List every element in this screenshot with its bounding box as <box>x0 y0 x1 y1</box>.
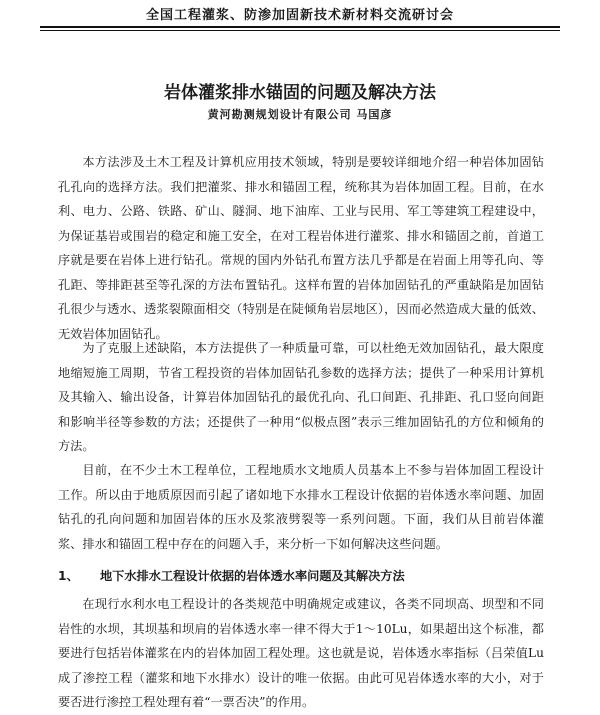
section-number: 1、 <box>58 569 79 583</box>
header-rule-thick <box>40 26 560 28</box>
paragraph-section-1: 在现行水利水电工程设计的各类规范中明确规定或建议，各类不同坝高、坝型和不同岩性的水坝，其坝基和坝肩的岩体透水率一律不得大于1～10Lu，如果超出这个标准，都要进行包括岩体灌浆在内的岩体加固工程处理。这也就是说，岩体透水率指标（吕荣值Lu成了渗控工程（灌浆和地下水排水）设计的唯一依据。由此可见岩体透水率的大小，对于要否进行渗控工程处理有着“一票否决”的作用。 <box>58 597 544 709</box>
section-title: 地下水排水工程设计依据的岩体透水率问题及其解决方法 <box>100 569 405 583</box>
header-rule-thin <box>40 30 560 31</box>
article-title: 岩体灌浆排水锚固的问题及解决方法 <box>164 83 436 103</box>
author-affiliation: 黄河勘测规划设计有限公司 马国彦 <box>207 108 393 121</box>
paragraph-method: 为了克服上述缺陷，本方法提供了一种质量可靠，可以杜绝无效加固钻孔，最大限度地缩短施工周期，节省工程投资的岩体加固钻孔参数的选择方法；提供了一种采用计算机及其输入、输出设备，计算岩体加固钻孔的最优孔向、孔口间距、孔排距、孔口竖向间距和影响半径等参数的方法；还提供了一种用“似极点图”表示三维加固钻孔的方位和倾角的方法。 <box>58 341 544 453</box>
running-header: 全国工程灌浆、防渗加固新技术新材料交流研讨会 <box>145 8 454 23</box>
section-heading <box>58 567 544 584</box>
paragraph-current-status: 目前，在不少土木工程单位，工程地质水文地质人员基本上不参与岩体加固工程设计工作。所以由于地质原因而引起了诸如地下水排水工程设计依据的岩体透水率问题、加固钻孔的孔向问题和加固岩体的压水及浆液劈裂等一系列问题。下面，我们从目前岩体灌浆、排水和锚固工程中存在的问题入手，来分析一下如何解决这些问题。 <box>58 463 544 551</box>
paragraph-intro: 本方法涉及土木工程及计算机应用技术领域，特别是要较详细地介绍一种岩体加固钻孔孔向的选择方法。我们把灌浆、排水和锚固工程，统称其为岩体加固工程。目前，在水利、电力、公路、铁路、矿山、隧洞、地下油库、工业与民用、军工等建筑工程建设中，为保证基岩或围岩的稳定和施工安全，在对工程岩体进行灌浆、排水和锚固之前，首道工序就是要在岩体上进行钻孔。常规的国内外钻孔布置方法几乎都是在岩面上用等孔向、等孔距、等排距甚至等孔深的方法布置钻孔。这样布置的岩体加固钻孔的严重缺陷是加固钻孔很少与透水、透浆裂隙面相交（特别是在陡倾角岩层地区），因而必然造成大量的低效、无效岩体加固钻孔。 <box>58 155 544 341</box>
